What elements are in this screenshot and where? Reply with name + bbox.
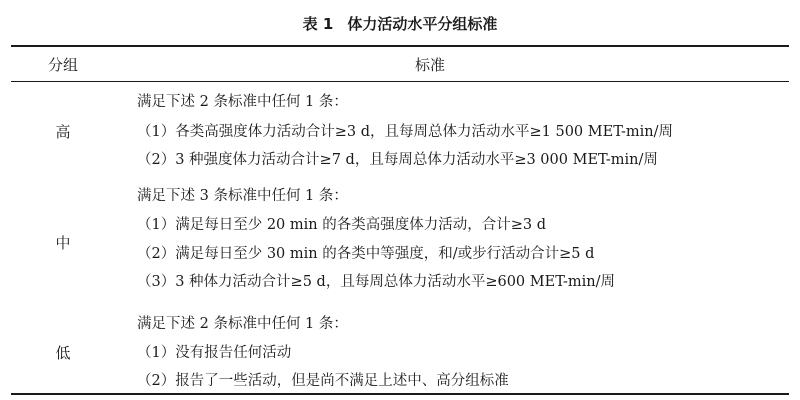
criteria-line-high-1: （1）各类高强度体力活动合计≥3 d，且每周总体力活动水平≥1 500 MET-min/周 xyxy=(137,124,674,140)
criteria-line-medium-2: （2）满足每日至少 30 min 的各类中等强度，和/或步行活动合计≥5 d xyxy=(137,246,595,262)
column-header-group: 分组 xyxy=(47,56,78,74)
group-label-low: 低 xyxy=(55,344,71,362)
criteria-line-medium-intro: 满足下述 3 条标准中任何 1 条： xyxy=(137,188,348,204)
criteria-line-medium-3: （3）3 种体力活动合计≥5 d，且每周总体力活动水平≥600 MET-min/周 xyxy=(137,274,616,290)
table-top-rule xyxy=(11,45,789,47)
group-label-high: 高 xyxy=(55,123,71,141)
table-bottom-rule xyxy=(11,393,789,395)
criteria-line-high-intro: 满足下述 2 条标准中任何 1 条： xyxy=(137,94,348,110)
table-title xyxy=(0,14,800,34)
table-title-text: 体力活动水平分组标准 xyxy=(347,15,498,33)
column-header-criteria: 标准 xyxy=(414,56,445,74)
criteria-line-high-2: （2）3 种强度体力活动合计≥7 d，且每周总体力活动水平≥3 000 MET-min/周 xyxy=(137,152,658,168)
criteria-line-low-intro: 满足下述 2 条标准中任何 1 条： xyxy=(137,316,348,332)
criteria-line-medium-1: （1）满足每日至少 20 min 的各类高强度体力活动，合计≥3 d xyxy=(137,217,546,233)
criteria-line-low-1: （1）没有报告任何活动 xyxy=(137,345,292,361)
criteria-line-low-2: （2）报告了一些活动，但是尚不满足上述中、高分组标准 xyxy=(137,373,509,389)
group-label-medium: 中 xyxy=(55,234,71,252)
table-number: 表 1 xyxy=(302,15,334,33)
table-header-rule xyxy=(11,81,789,82)
